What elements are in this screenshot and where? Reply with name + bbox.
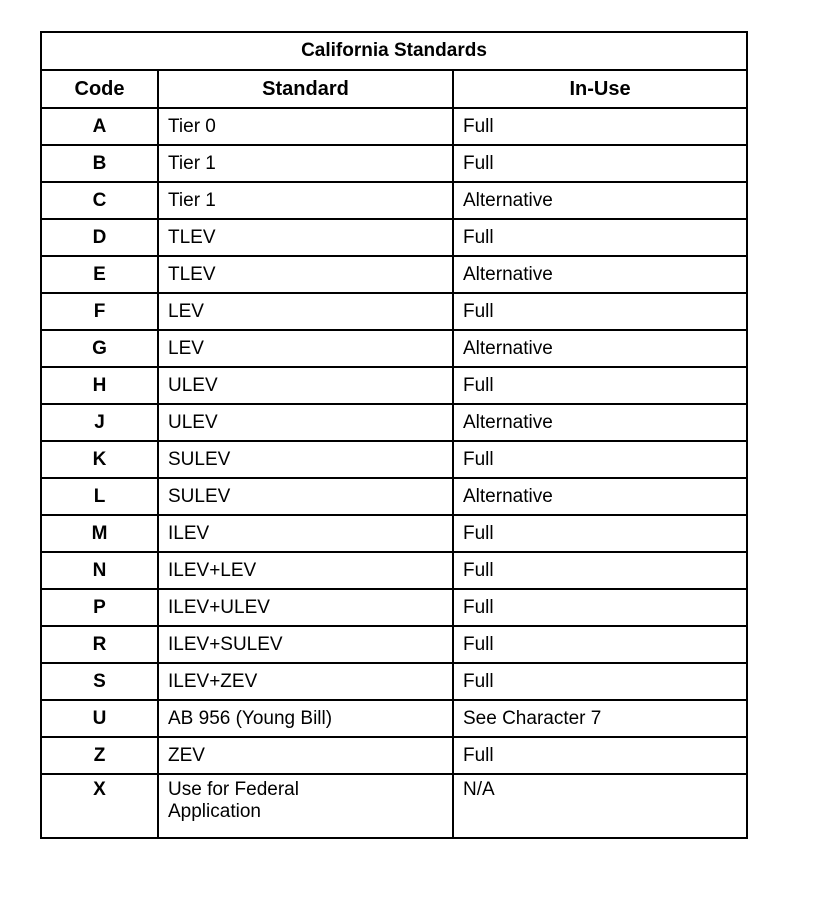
- cell-in-use: Full: [453, 663, 747, 700]
- cell-in-use: Full: [453, 589, 747, 626]
- table-row: [41, 441, 747, 478]
- table-row: [41, 330, 747, 367]
- cell-in-use: Alternative: [453, 404, 747, 441]
- column-header-code: Code: [41, 70, 158, 108]
- california-standards-table-container: [40, 31, 748, 839]
- table-row: [41, 737, 747, 774]
- cell-in-use: Full: [453, 219, 747, 256]
- table-row: [41, 219, 747, 256]
- cell-code: M: [41, 515, 158, 552]
- cell-code: S: [41, 663, 158, 700]
- cell-in-use: Alternative: [453, 182, 747, 219]
- cell-standard: AB 956 (Young Bill): [158, 700, 453, 737]
- cell-code: B: [41, 145, 158, 182]
- cell-in-use: See Character 7: [453, 700, 747, 737]
- table-row: [41, 108, 747, 145]
- table-title: California Standards: [41, 32, 747, 70]
- cell-standard: Use for Federal Application: [158, 774, 453, 838]
- table-row: [41, 700, 747, 737]
- table-row: [41, 293, 747, 330]
- cell-code: P: [41, 589, 158, 626]
- cell-code: A: [41, 108, 158, 145]
- column-header-standard: Standard: [158, 70, 453, 108]
- cell-standard: TLEV: [158, 256, 453, 293]
- cell-code: Z: [41, 737, 158, 774]
- cell-standard: SULEV: [158, 478, 453, 515]
- cell-standard: ILEV+LEV: [158, 552, 453, 589]
- table-header-row: [41, 70, 747, 108]
- cell-standard: ILEV+ULEV: [158, 589, 453, 626]
- cell-in-use: Alternative: [453, 256, 747, 293]
- cell-standard: Tier 1: [158, 145, 453, 182]
- column-header-in-use: In-Use: [453, 70, 747, 108]
- table-row: [41, 663, 747, 700]
- table-row: [41, 552, 747, 589]
- cell-code: U: [41, 700, 158, 737]
- table-row: [41, 589, 747, 626]
- cell-in-use: Full: [453, 367, 747, 404]
- cell-standard: ZEV: [158, 737, 453, 774]
- cell-standard: ILEV+SULEV: [158, 626, 453, 663]
- table-row: [41, 182, 747, 219]
- cell-standard: LEV: [158, 330, 453, 367]
- cell-code: K: [41, 441, 158, 478]
- cell-standard: ULEV: [158, 367, 453, 404]
- cell-standard: SULEV: [158, 441, 453, 478]
- cell-code: F: [41, 293, 158, 330]
- table-body: [41, 108, 747, 838]
- cell-in-use: Alternative: [453, 478, 747, 515]
- cell-code: D: [41, 219, 158, 256]
- table-row: [41, 515, 747, 552]
- cell-code: X: [41, 774, 158, 838]
- cell-in-use: Full: [453, 145, 747, 182]
- cell-code: H: [41, 367, 158, 404]
- cell-in-use: Full: [453, 626, 747, 663]
- table-row: [41, 478, 747, 515]
- cell-standard: TLEV: [158, 219, 453, 256]
- cell-standard: ULEV: [158, 404, 453, 441]
- table-row: [41, 367, 747, 404]
- cell-in-use: Full: [453, 108, 747, 145]
- cell-in-use: Full: [453, 737, 747, 774]
- california-standards-table: [40, 31, 748, 839]
- cell-code: L: [41, 478, 158, 515]
- cell-standard: Tier 1: [158, 182, 453, 219]
- cell-code: E: [41, 256, 158, 293]
- cell-standard: ILEV+ZEV: [158, 663, 453, 700]
- table-row: [41, 145, 747, 182]
- cell-standard: ILEV: [158, 515, 453, 552]
- table-row: [41, 404, 747, 441]
- cell-code: G: [41, 330, 158, 367]
- cell-code: J: [41, 404, 158, 441]
- cell-in-use: N/A: [453, 774, 747, 838]
- cell-code: C: [41, 182, 158, 219]
- cell-in-use: Alternative: [453, 330, 747, 367]
- cell-in-use: Full: [453, 293, 747, 330]
- cell-code: N: [41, 552, 158, 589]
- table-row: [41, 626, 747, 663]
- table-row: [41, 256, 747, 293]
- table-title-row: [41, 32, 747, 70]
- table-row: [41, 774, 747, 838]
- cell-in-use: Full: [453, 515, 747, 552]
- cell-in-use: Full: [453, 552, 747, 589]
- cell-standard: Tier 0: [158, 108, 453, 145]
- cell-code: R: [41, 626, 158, 663]
- cell-standard: LEV: [158, 293, 453, 330]
- cell-in-use: Full: [453, 441, 747, 478]
